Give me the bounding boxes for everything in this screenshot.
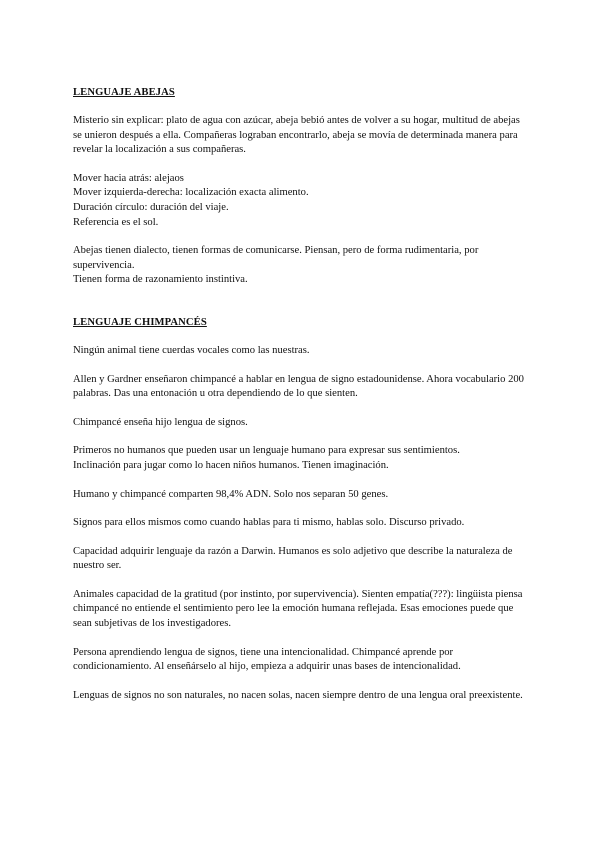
paragraph-darwin: Capacidad adquirir lenguaje da razón a Darwin. Humanos es solo adjetivo que describe la naturaleza de nuestro ser. [73,545,513,572]
paragraph-inclinacion-jugar: Inclinación para jugar como lo hacen niños humanos. Tienen imaginación. [73,459,389,471]
section-heading-abejas: LENGUAJE ABEJAS [73,87,175,98]
paragraph-cuerdas-vocales: Ningún animal tiene cuerdas vocales como las nuestras. [73,344,310,356]
document-page [73,86,529,703]
paragraph-lenguas-signos: Lenguas de signos no son naturales, no nacen solas, nacen siempre dentro de una lengua oral preexistente. [73,689,523,701]
paragraph-razonamiento: Tienen forma de razonamiento instintiva. [73,274,248,286]
paragraph-primeros-no-humanos: Primeros no humanos que pueden usar un lenguaje humano para expresar sus sentimientos. [73,445,460,457]
paragraph-dialecto: Abejas tienen dialecto, tienen formas de comunicarse. Piensan, pero de forma rudimentaria, por supervivencia. [73,245,479,271]
paragraph-gratitud: Animales capacidad de la gratitud (por instinto, por supervivencia). Sienten empatía(???): lingüista piensa chimpancé no entiende el sentimiento pero lee la emoción humana reflejada. Esas emociones puede que sean subjetivas de los investigadores. [73,588,523,630]
list-item: Referencia es el sol. [73,216,159,228]
paragraph-allen-gardner: Allen y Gardner enseñaron chimpancé a hablar en lengua de signo estadounidense. Ahora vocabulario 200 palabras. Das una entonación u otra dependiendo de lo que sienten. [73,373,524,400]
paragraph-ensena-hijo: Chimpancé enseña hijo lengua de signos. [73,416,248,428]
paragraph-intencionalidad: Persona aprendiendo lengua de signos, tiene una intencionalidad. Chimpancé aprende por condicionamiento. Al enseñárselo al hijo, empieza a adquirir unas bases de intencionalidad. [73,646,461,673]
paragraph-adn: Humano y chimpancé comparten 98,4% ADN. Solo nos separan 50 genes. [73,488,389,500]
paragraph-misterio: Misterio sin explicar: plato de agua con azúcar, abeja bebió antes de volver a su hogar, multitud de abejas se unieron después a ella. Compañeras lograban encontrarlo, abeja se movía de determinada manera para revelar la localización a sus compañeras. [73,115,520,156]
movement-list [73,172,529,230]
list-item: Duración círculo: duración del viaje. [73,201,229,213]
section-heading-chimpances: LENGUAJE CHIMPANCÉS [73,316,207,328]
list-item: Mover izquierda-derecha: localización exacta alimento. [73,187,309,199]
list-item: Mover hacia atrás: alejaos [73,172,184,184]
paragraph-discurso-privado: Signos para ellos mismos como cuando hablas para ti mismo, hablas solo. Discurso privado. [73,517,465,529]
